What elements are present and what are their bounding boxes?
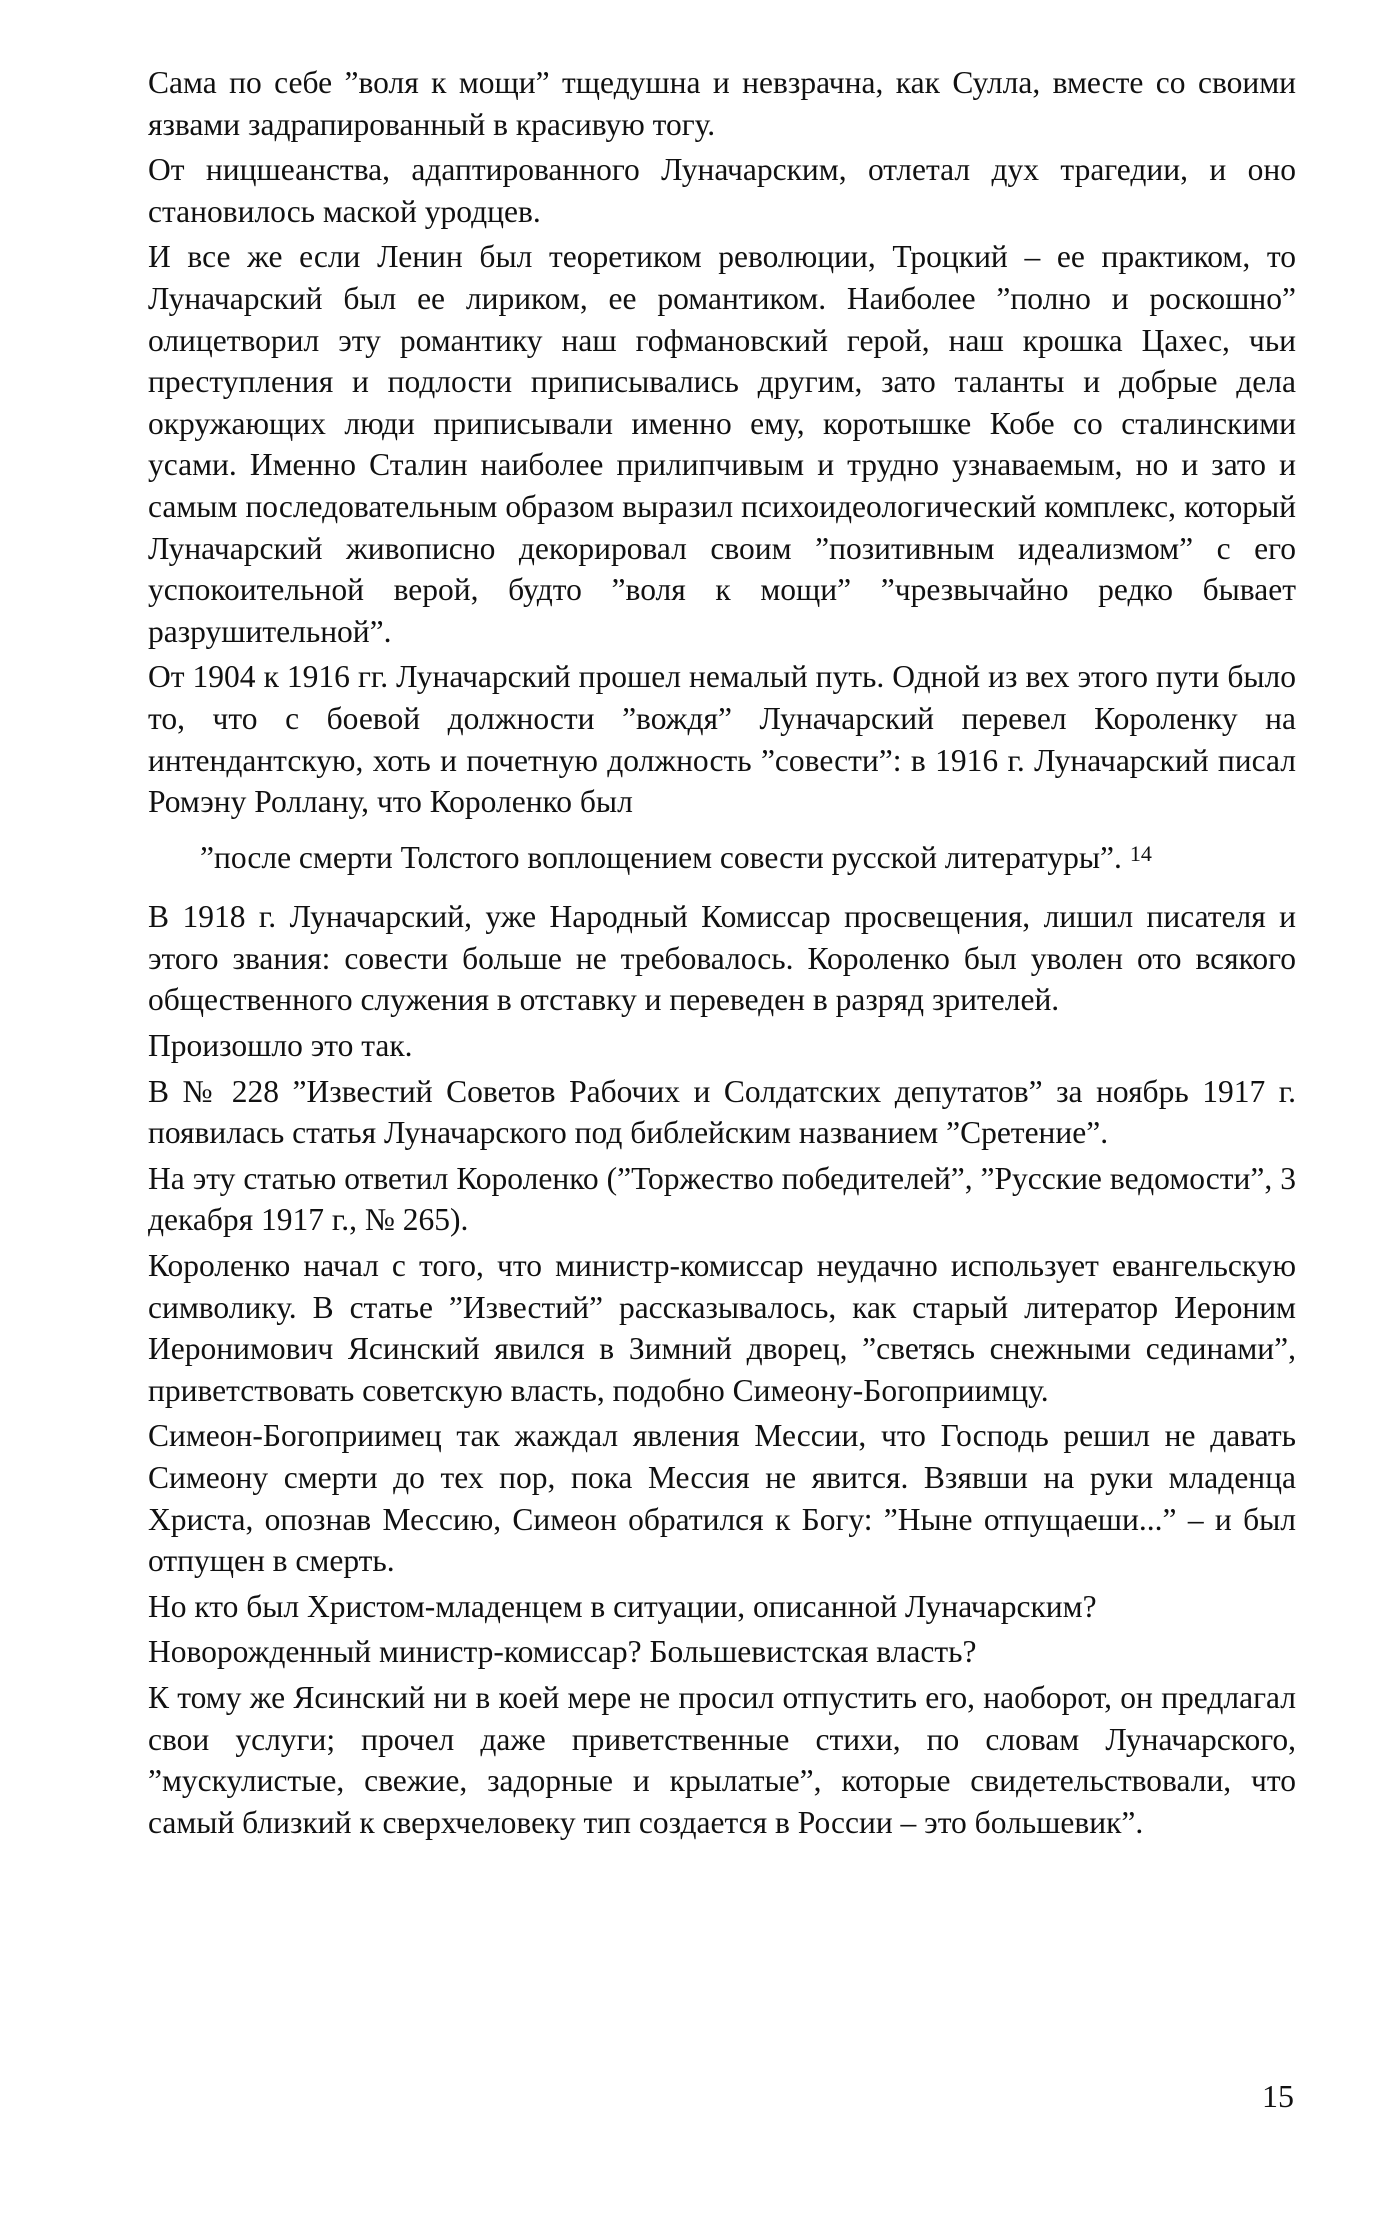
block-quote (200, 837, 1296, 879)
paragraph: Короленко начал с того, что министр-комиссар неудачно использует евангельскую символику. В статье ”Известий” рассказывалось, как старый литератор Иероним Иеронимович Ясинский явился в Зимний дворец, ”светясь снежными сединами”, приветствовать советскую власть, подобно Симеону-Богоприимцу. (148, 1248, 1296, 1408)
footnote-marker: 14 (1129, 840, 1152, 866)
paragraph: В № 228 ”Известий Советов Рабочих и Солдатских депутатов” за ноябрь 1917 г. появилась статья Луначарского под библейским названием ”Сретение”. (148, 1073, 1296, 1151)
paragraph: Но кто был Христом-младенцем в ситуации, описанной Луначарским? (148, 1588, 1097, 1624)
paragraph: К тому же Ясинский ни в коей мере не просил отпустить его, наоборот, он предлагал свои услуги; прочел даже приветственные стихи, по словам Луначарского, ”мускулистые, свежие, задорные и крылатые”, которые свидетельствовали, что самый близкий к сверхчеловеку тип создается в России – это большевик”. (148, 1679, 1296, 1840)
paragraph: От 1904 к 1916 гг. Луначарский прошел немалый путь. Одной из вех этого пути было то, что с боевой должности ”вождя” Луначарский перевел Короленку на интендантскую, хоть и почетную должность ”совести”: в 1916 г. Луначарский писал Ромэну Роллану, что Короленко был (148, 659, 1296, 820)
paragraph: Сама по себе ”воля к мощи” тщедушна и невзрачна, как Сулла, вместе со своими язвами задрапированный в красивую тогу. (148, 65, 1296, 142)
quote-text: ”после смерти Толстого воплощением совести русской литературы”. (200, 839, 1122, 875)
paragraph: В 1918 г. Луначарский, уже Народный Комиссар просвещения, лишил писателя и этого звания: совести больше не требовалось. Короленко был уволен ото всякого общественного служения в отставку и переведен в разряд зрителей. (148, 899, 1296, 1018)
page-body (148, 62, 1296, 1843)
paragraph: От ницшеанства, адаптированного Луначарским, отлетал дух трагедии, и оно становилось маской уродцев. (148, 152, 1296, 229)
paragraph: И все же если Ленин был теоретиком революции, Троцкий – ее практиком, то Луначарский был ее лириком, ее романтиком. Наиболее ”полно и роскошно” олицетворил эту романтику наш гофмановский герой, наш крошка Цахес, чьи преступления и подлости приписывались другим, зато таланты и добрые дела окружающих люди приписывали именно ему, коротышке Кобе со сталинскими усами. Именно Сталин наиболее прилипчивым и трудно узнаваемым, но и зато и самым последовательным образом выразил психоидеологический комплекс, который Луначарский живописно декорировал своим ”позитивным идеализмом” с его успокоительной верой, будто ”воля к мощи” ”чрезвычайно редко бывает разрушительной”. (148, 239, 1296, 649)
paragraph: Симеон-Богоприимец так жаждал явления Мессии, что Господь решил не давать Симеону смерти до тех пор, пока Мессия не явится. Взявши на руки младенца Христа, опознав Мессию, Симеон обратился к Богу: ”Ныне отпущаеши...” – и был отпущен в смерть. (148, 1418, 1296, 1579)
paragraph: Произошло это так. (148, 1028, 413, 1064)
paragraph: Новорожденный министр-комиссар? Большевистская власть? (148, 1634, 977, 1670)
paragraph: На эту статью ответил Короленко (”Торжество победителей”, ”Русские ведомости”, 3 декабря 1917 г., № 265). (148, 1160, 1296, 1238)
page-number: 15 (1262, 2078, 1294, 2114)
